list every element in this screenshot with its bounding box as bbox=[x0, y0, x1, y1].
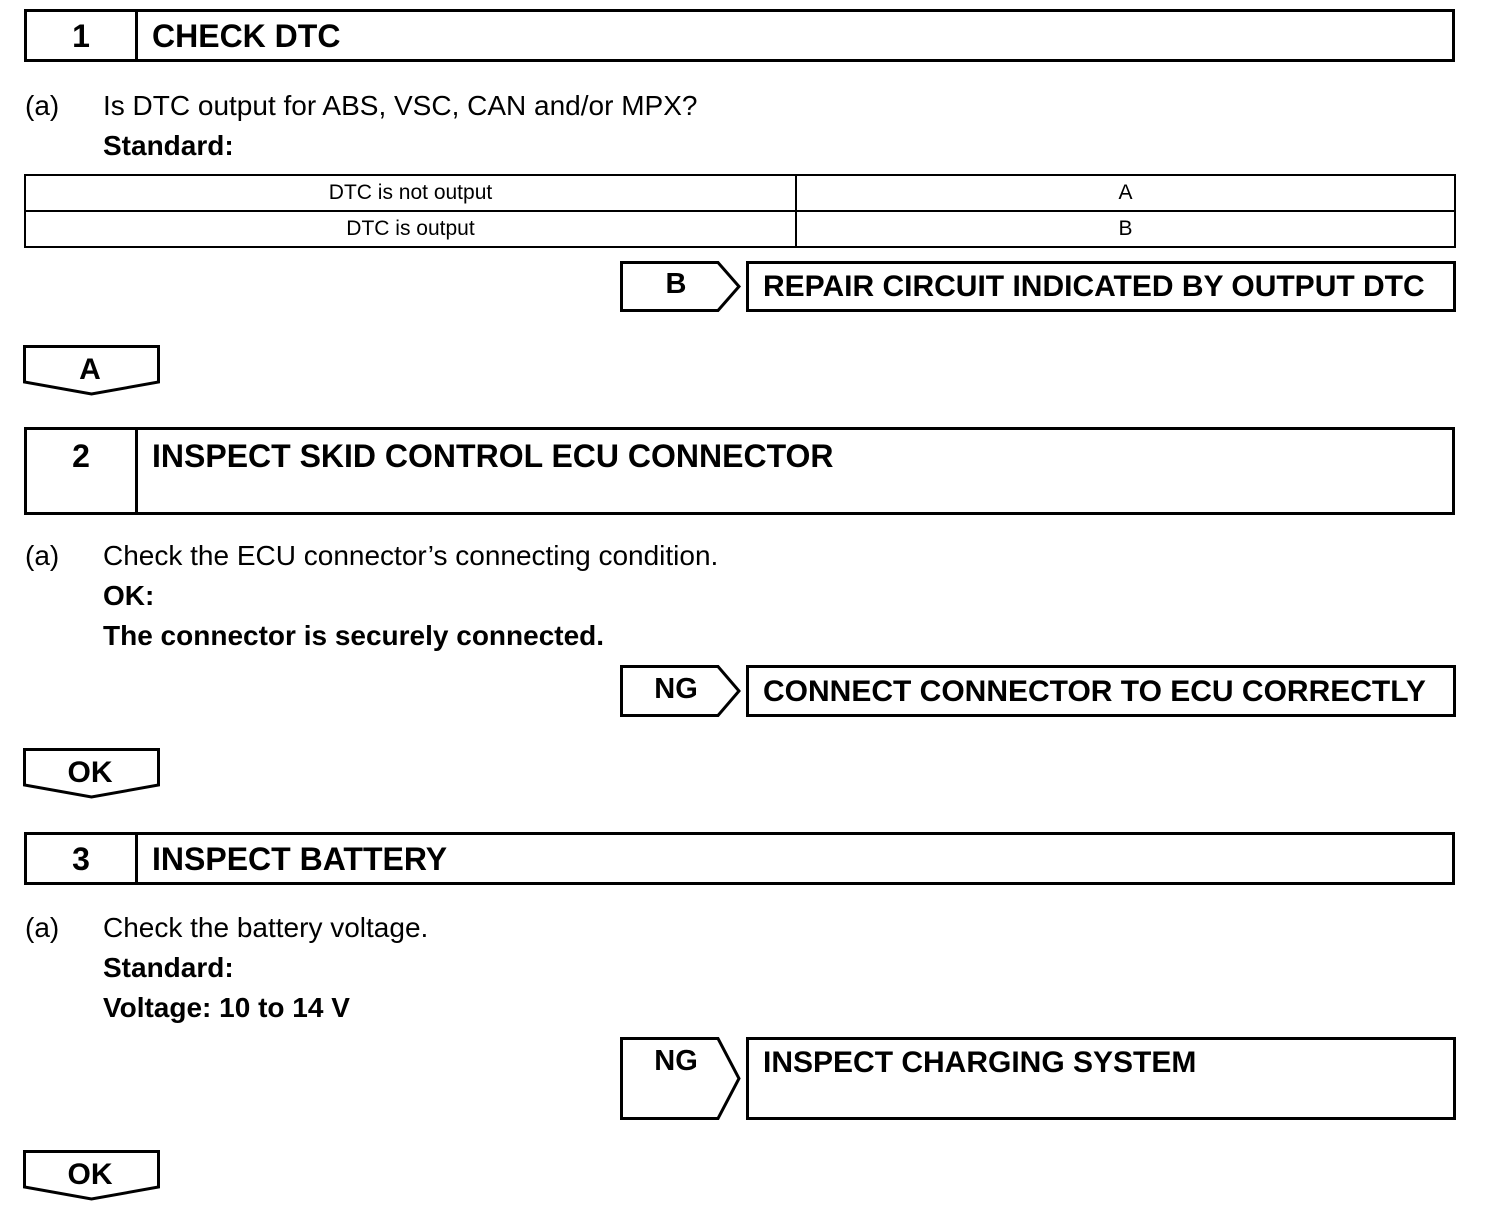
standard-value: Voltage: 10 to 14 V bbox=[103, 992, 350, 1023]
standard-value: The connector is securely connected. bbox=[103, 620, 605, 651]
instruction-text: Is DTC output for ABS, VSC, CAN and/or MPX? bbox=[103, 90, 698, 121]
step-number: 2 bbox=[27, 430, 138, 512]
standard-label: Standard: bbox=[103, 130, 234, 161]
item-label: (a) bbox=[25, 90, 60, 121]
result-box bbox=[746, 1037, 1456, 1120]
step-number: 1 bbox=[27, 12, 138, 59]
branch-label: B bbox=[665, 268, 687, 300]
step-2-header bbox=[24, 427, 1455, 515]
instruction-text: Check the ECU connector’s connecting condition. bbox=[103, 540, 719, 571]
result-text: REPAIR CIRCUIT INDICATED BY OUTPUT DTC bbox=[763, 270, 1425, 303]
down-label: OK bbox=[67, 756, 113, 789]
step-3-header bbox=[24, 832, 1455, 885]
step-title: CHECK DTC bbox=[152, 18, 341, 54]
table-cell-condition: DTC is not output bbox=[25, 175, 796, 211]
standard-label: OK: bbox=[103, 580, 155, 611]
standard-label: Standard: bbox=[103, 952, 234, 983]
table-cell-result: A bbox=[796, 175, 1455, 211]
step-title: INSPECT SKID CONTROL ECU CONNECTOR bbox=[152, 438, 834, 474]
step-1-header bbox=[24, 9, 1455, 62]
result-text: CONNECT CONNECTOR TO ECU CORRECTLY bbox=[763, 675, 1426, 708]
item-label: (a) bbox=[25, 912, 60, 943]
table-row bbox=[25, 175, 1455, 211]
step-title: INSPECT BATTERY bbox=[152, 841, 448, 877]
item-label: (a) bbox=[25, 540, 60, 571]
down-label: A bbox=[79, 353, 101, 386]
result-box bbox=[746, 261, 1456, 312]
step-number: 3 bbox=[27, 835, 138, 882]
instruction-text: Check the battery voltage. bbox=[103, 912, 429, 943]
table-cell-condition: DTC is output bbox=[25, 211, 796, 247]
result-text: INSPECT CHARGING SYSTEM bbox=[763, 1046, 1197, 1079]
branch-label: NG bbox=[654, 673, 698, 705]
branch-label: NG bbox=[654, 1045, 698, 1077]
table-row bbox=[25, 211, 1455, 247]
standard-table bbox=[24, 174, 1456, 248]
table-cell-result: B bbox=[796, 211, 1455, 247]
result-box bbox=[746, 665, 1456, 717]
down-label: OK bbox=[67, 1158, 113, 1191]
